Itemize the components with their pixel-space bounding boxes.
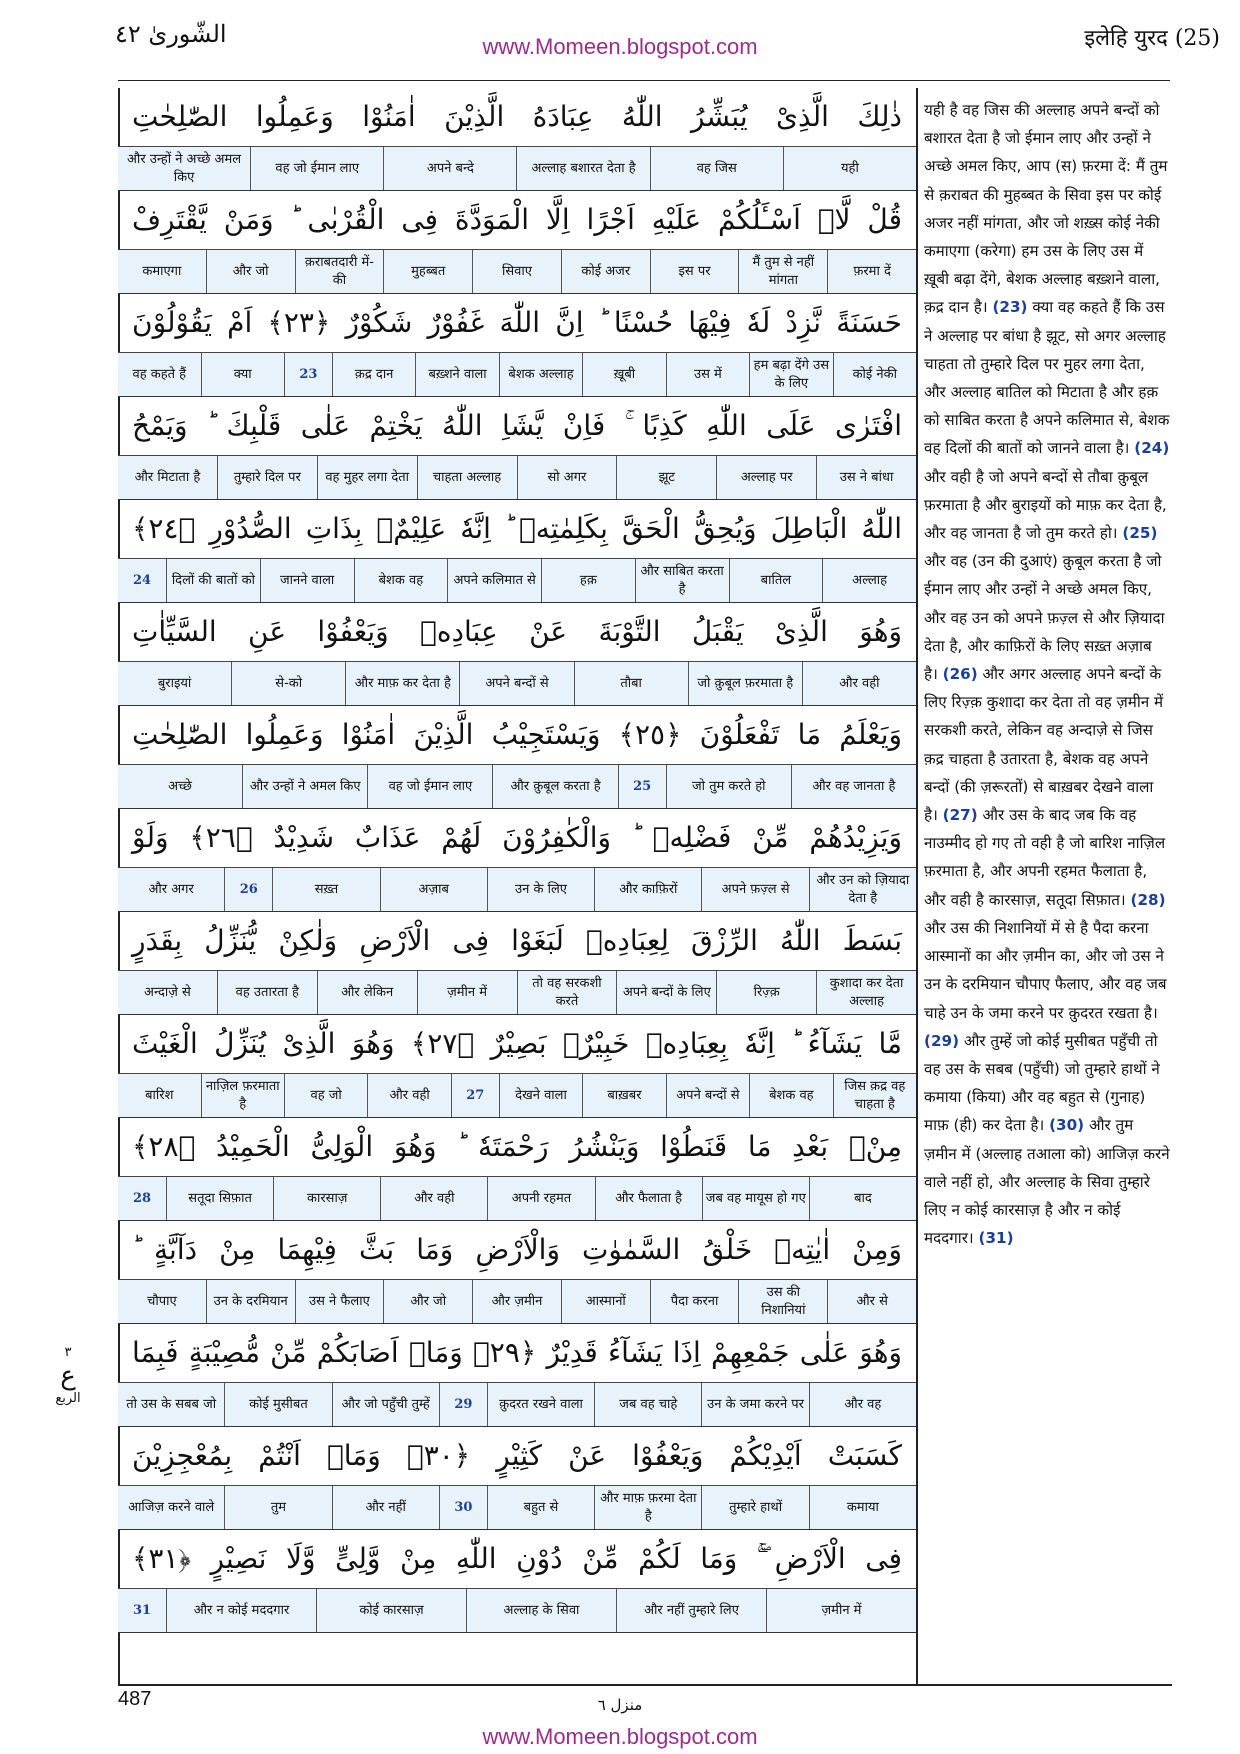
word-meaning-cell: उन के दरमियान	[206, 1280, 295, 1323]
word-meaning-cell: चौपाए	[147, 1293, 177, 1309]
word-meaning-cell: अपने कलिमात से	[447, 559, 541, 602]
word-meaning-cell: यही	[783, 147, 916, 190]
word-meaning-cell: दिलों की बातों को	[166, 559, 260, 602]
word-meaning-cell: तो वह सरकशी करते	[517, 971, 617, 1014]
word-translation-row	[118, 250, 916, 293]
verse-block	[118, 1221, 916, 1324]
word-meaning-cell: जो तुम करते हो	[666, 765, 791, 808]
word-meaning-cell: झूट	[616, 456, 716, 499]
word-meaning-cell: और काफ़िरों	[594, 868, 701, 911]
translation-text: और उस के बाद जब कि वह नाउम्मीद हो गए तो वही है जो बारिश नाज़िल फ़रमाता है, और अपनी रहमत फैलाता है, और वही है कारसाज़, सतूदा सिफ़ात।	[924, 806, 1166, 909]
word-meaning-cell: से-को	[231, 662, 345, 705]
word-meaning-cell: अपने बन्दों से	[666, 1074, 749, 1117]
part-header: इलेहि युरद (25)	[1084, 26, 1220, 51]
verse-number: (31)	[978, 1229, 1014, 1248]
verse-block	[118, 603, 916, 706]
word-translation-row	[118, 147, 916, 190]
word-translation-row	[118, 1589, 916, 1632]
word-meaning-cell: और माफ़ कर देता है	[345, 662, 459, 705]
word-meaning-cell: उन के लिए	[487, 868, 594, 911]
word-meaning-cell: कोई मुसीबत	[224, 1383, 331, 1426]
translation-text: और वही है जो अपने बन्दों से तौबा क़ुबूल फ़रमाता है और बुराइयों को माफ़ कर देता है, और वह जानता है जो तुम करते हो।	[924, 467, 1167, 543]
word-meaning-cell: कमाएगा	[142, 263, 182, 279]
word-meaning-cell: और वही	[367, 1074, 450, 1117]
translation-text: और उस की निशानियों में से है पैदा करना आस्मानों का और ज़मीन का, और जो उस ने उन के दरमियान चौपाए फैलाए, और वह जब चाहे उन के जमा करने पर क़ुदरत रखता है।	[924, 918, 1167, 1022]
translation-text: और अगर अल्लाह अपने बन्दों के लिए रिज़्क़ कुशादा कर देता तो वह ज़मीन में सरकशी करते, लेकिन वह अन्दाज़े से जिस क़द्र चाहता है उतारता है, बेशक वह अपने बन्दों (की ज़रूरतों) से बाख़बर देखने वाला है।	[924, 665, 1164, 825]
word-meaning-cell: वह जो ईमान लाए	[367, 765, 492, 808]
word-meaning-cell: क़राबतदारी में-की	[295, 250, 384, 293]
word-meaning-cell: और नहीं तुम्हारे लिए	[616, 1589, 766, 1632]
word-meaning-cell: और उन्हों ने अमल किए	[242, 765, 367, 808]
translation-text: और तुम्हें जो कोई मुसीबत पहुँची तो वह उस के सबब (पहुँची) जो तुम्हारे हाथों ने कमाया (किया) और वह बहुत से (गुनाह) माफ़ (ही) कर देता है।	[924, 1031, 1160, 1135]
word-meaning-cell: जब वह मायूस हो गए	[702, 1177, 809, 1220]
verse-block	[118, 88, 916, 191]
verse-number: (25)	[1122, 524, 1158, 543]
word-meaning-cell: नाज़िल फ़रमाता है	[201, 1074, 284, 1117]
verse-number-cell: 28	[132, 1190, 152, 1206]
arabic-line: فِى الْاَرْضِ ۖۚ وَمَا لَكُمْ مِّنْ دُوْنِ اللّٰهِ مِنْ وَّلِىٍّ وَّلَا نَصِيْرٍ ﴿٣١﴾	[118, 1530, 916, 1589]
translation-text: यही है वह जिस की अल्लाह अपने बन्दों को बशारत देता है जो ईमान लाए और उन्हों ने अच्छे अमल किए, आप (स) फ़रमा दें: मैं तुम से क़राबत की मुहब्बत के सिवा इस पर कोई अजर नहीं मांगता, और जो शख़्स कोई नेकी कमाएगा (करेगा) हम उस के लिए उस में ख़ूबी बढ़ा देंगे, बेशक अल्लाह बख़्शने वाला, क़द्र दान है।	[924, 101, 1168, 317]
word-meaning-cell: वह उतारता है	[217, 971, 317, 1014]
verse-number: (30)	[1049, 1116, 1085, 1135]
word-meaning-cell: पैदा करना	[650, 1280, 739, 1323]
word-meaning-cell: कारसाज़	[273, 1177, 380, 1220]
verse-block	[118, 1324, 916, 1427]
word-meaning-cell: चाहता अल्लाह	[417, 456, 517, 499]
word-meaning-cell: अच्छे	[168, 778, 192, 794]
verse-number: (28)	[1130, 890, 1166, 909]
word-meaning-cell: अपने बन्दे	[383, 147, 516, 190]
word-meaning-cell: अज़ाब	[380, 868, 487, 911]
arabic-line: كَسَبَتْ اَيْدِيْكُمْ وَيَعْفُوْا عَنْ كَثِيْرٍ ﴿٣٠﴾ وَمَاۤ اَنْتُمْ بِمُعْجِزِيْنَ	[118, 1427, 916, 1486]
word-meaning-cell: और न कोई मददगार	[166, 1589, 316, 1632]
word-meaning-cell: कोई नेकी	[833, 353, 916, 396]
word-meaning-cell: अपने बन्दों से	[459, 662, 573, 705]
word-meaning-cell: बेशक वह	[749, 1074, 832, 1117]
word-meaning-cell: बेशक वह	[354, 559, 448, 602]
word-meaning-cell: और मिटाता है	[134, 469, 201, 485]
word-meaning-cell: मुहब्बत	[383, 250, 472, 293]
word-meaning-cell: और अगर	[148, 881, 194, 897]
word-meaning-cell: अपने फ़ज़्ल से	[701, 868, 808, 911]
word-meaning-cell: वह जिस	[650, 147, 783, 190]
word-translation-row	[118, 1486, 916, 1529]
site-url-bottom[interactable]: www.Momeen.blogspot.com	[482, 1724, 758, 1749]
verse-number-cell: 23	[284, 353, 332, 396]
word-meaning-cell: तुम	[224, 1486, 331, 1529]
quran-text-column	[118, 88, 918, 1684]
word-meaning-cell: अल्लाह पर	[716, 456, 816, 499]
word-meaning-cell: उन के जमा करने पर	[701, 1383, 808, 1426]
verse-block	[118, 1118, 916, 1221]
manzil-label: منزل ٦	[597, 1696, 643, 1714]
arabic-line: بَسَطَ اللّٰهُ الرِّزْقَ لِعِبَادِهٖ لَبَغَوْا فِى الْاَرْضِ وَلٰكِنْ يُّنَزِّلُ بِقَدَرٍ	[118, 912, 916, 971]
site-url-top[interactable]: www.Momeen.blogspot.com	[482, 34, 758, 59]
word-meaning-cell: हम बढ़ा देंगे उस के लिए	[749, 353, 832, 396]
word-meaning-cell: और साबित करता है	[635, 559, 729, 602]
word-meaning-cell: देखने वाला	[499, 1074, 582, 1117]
word-meaning-cell: बाख़बर	[582, 1074, 665, 1117]
word-translation-row	[118, 456, 916, 499]
word-translation-row	[118, 1177, 916, 1220]
surah-header: الشّوریٰ ٤٢	[115, 20, 227, 48]
word-meaning-cell: अन्दाज़े से	[144, 984, 191, 1000]
word-meaning-cell: और जो पहुँची तुम्हें	[332, 1383, 439, 1426]
arabic-line: حَسَنَةً نَّزِدْ لَهٗ فِيْهَا حُسْنًا ؕ اِنَّ اللّٰهَ غَفُوْرٌ شَكُوْرٌ ﴿٢٣﴾ اَمْ يَقُوْلُوْنَ	[118, 294, 916, 353]
word-meaning-cell: अल्लाह	[822, 559, 916, 602]
verse-number-cell: 25	[618, 765, 666, 808]
word-meaning-cell: तो उस के सबब जो	[126, 1396, 217, 1412]
word-meaning-cell: और माफ़ फ़रमा देता है	[594, 1486, 701, 1529]
verse-block	[118, 191, 916, 294]
word-meaning-cell: कोई अजर	[561, 250, 650, 293]
word-meaning-cell: और जो	[206, 250, 295, 293]
word-meaning-cell: उस में	[666, 353, 749, 396]
word-translation-row	[118, 1074, 916, 1117]
word-meaning-cell: जब वह चाहे	[594, 1383, 701, 1426]
ruku-mark	[46, 1345, 90, 1407]
header-rule	[118, 80, 1170, 81]
word-meaning-cell: सिवाए	[472, 250, 561, 293]
verse-number-cell: 29	[439, 1383, 487, 1426]
arabic-line: افْتَرٰى عَلَى اللّٰهِ كَذِبًا ۚ فَاِنْ يَّشَاِ اللّٰهُ يَخْتِمْ عَلٰى قَلْبِكَ ؕ وَيَمْحُ	[118, 397, 916, 456]
word-meaning-cell: वह मुहर लगा देता	[317, 456, 417, 499]
word-meaning-cell: और से	[827, 1280, 916, 1323]
word-translation-row	[118, 353, 916, 396]
word-meaning-cell: बहुत से	[487, 1486, 594, 1529]
translation-column	[924, 96, 1170, 1252]
word-meaning-cell: वह कहते हैं	[132, 366, 187, 382]
word-translation-row	[118, 662, 916, 705]
word-meaning-cell: वह जो	[284, 1074, 367, 1117]
word-meaning-cell: मैं तुम से नहीं मांगता	[738, 250, 827, 293]
word-meaning-cell: बारिश	[145, 1087, 174, 1103]
word-meaning-cell: और वही	[802, 662, 916, 705]
arabic-line: ذٰلِكَ الَّذِىْ يُبَشِّرُ اللّٰهُ عِبَادَهُ الَّذِيْنَ اٰمَنُوْا وَعَمِلُوا الصّٰلِحٰتِ	[118, 88, 916, 147]
word-meaning-cell: इस पर	[650, 250, 739, 293]
verse-number-cell: 27	[451, 1074, 499, 1117]
arabic-line: وَيَعْلَمُ مَا تَفْعَلُوْنَ ﴿٢٥﴾ وَيَسْتَجِيْبُ الَّذِيْنَ اٰمَنُوْا وَعَمِلُوا الصّٰلِحٰتِ	[118, 706, 916, 765]
word-meaning-cell: ज़मीन में	[417, 971, 517, 1014]
verse-number: (26)	[942, 665, 978, 684]
verse-block	[118, 500, 916, 603]
arabic-line: وَهُوَ عَلٰى جَمْعِهِمْ اِذَا يَشَآءُ قَدِيْرٌ ﴿٢٩﴾ وَمَاۤ اَصَابَكُمْ مِّنْ مُّصِيْبَةٍ فَبِمَا	[118, 1324, 916, 1383]
word-meaning-cell: तुम्हारे हाथों	[701, 1486, 808, 1529]
verse-number: (23)	[992, 298, 1028, 317]
translation-text: और वह (उन की दुआएं) क़ुबूल करता है जो ईमान लाए और उन्हों ने अच्छे अमल किए, और वह उन को अपने फ़ज़्ल से और ज़ियादा देता है, और काफ़िरों के लिए सख़्त अज़ाब है।	[924, 552, 1165, 684]
verse-number: (29)	[924, 1031, 960, 1050]
arabic-line: اللّٰهُ الْبَاطِلَ وَيُحِقُّ الْحَقَّ بِكَلِمٰتِهٖ ؕ اِنَّهٗ عَلِيْمٌۢ بِذَاتِ الصُّدُوْرِ ﴿٢٤﴾	[118, 500, 916, 559]
translation-text: क्या वह कहते हैं कि उस ने अल्लाह पर बांधा है झूट, सो अगर अल्लाह चाहता तो तुम्हारे दिल पर मुहर लगा देता, और अल्लाह बातिल को मिटाता है और हक़ को साबित करता है अपने कलिमात से, बेशक वह दिलों की बातों को जानने वाला है।	[924, 298, 1170, 458]
word-meaning-cell: आजिज़ करने वाले	[128, 1499, 215, 1515]
word-meaning-cell: अल्लाह बशारत देता है	[516, 147, 649, 190]
verse-number: (27)	[942, 806, 978, 825]
word-meaning-cell: वह जो ईमान लाए	[250, 147, 383, 190]
verse-block	[118, 397, 916, 500]
word-meaning-cell: और उन को ज़ियादा देता है	[809, 868, 916, 911]
verse-block	[118, 706, 916, 809]
verse-number-cell: 30	[439, 1486, 487, 1529]
word-meaning-cell: तौबा	[574, 662, 688, 705]
word-meaning-cell: रिज़्क़	[716, 971, 816, 1014]
word-meaning-cell: क़द्र दान	[332, 353, 415, 396]
word-meaning-cell: तुम्हारे दिल पर	[217, 456, 317, 499]
verse-block	[118, 1427, 916, 1530]
arabic-line: وَيَزِيْدُهُمْ مِّنْ فَضْلِهٖ ؕ وَالْكٰفِرُوْنَ لَهُمْ عَذَابٌ شَدِيْدٌ ﴿٢٦﴾ وَلَوْ	[118, 809, 916, 868]
word-meaning-cell: क्या	[201, 353, 284, 396]
arabic-line: وَهُوَ الَّذِىْ يَقْبَلُ التَّوْبَةَ عَنْ عِبَادِهٖ وَيَعْفُوْا عَنِ السَّيِّاٰتِ	[118, 603, 916, 662]
word-meaning-cell: आस्मानों	[561, 1280, 650, 1323]
word-meaning-cell: हक़	[541, 559, 635, 602]
word-translation-row	[118, 559, 916, 602]
verse-block	[118, 809, 916, 912]
word-meaning-cell: सख़्त	[272, 868, 379, 911]
word-meaning-cell: अपने बन्दों के लिए	[616, 971, 716, 1014]
word-meaning-cell: क़ुदरत रखने वाला	[487, 1383, 594, 1426]
word-meaning-cell: सो अगर	[517, 456, 617, 499]
word-meaning-cell: कोई कारसाज़	[316, 1589, 466, 1632]
word-meaning-cell: जानने वाला	[260, 559, 354, 602]
arabic-line: وَمِنْ اٰيٰتِهٖ خَلْقُ السَّمٰوٰتِ وَالْاَرْضِ وَمَا بَثَّ فِيْهِمَا مِنْ دَآبَّةٍ ؕ	[118, 1221, 916, 1280]
arabic-line: مَّا يَشَآءُ ؕ اِنَّهٗ بِعِبَادِهٖ خَبِيْرٌۢ بَصِيْرٌ ﴿٢٧﴾ وَهُوَ الَّذِىْ يُنَزِّلُ الْغَيْثَ	[118, 1015, 916, 1074]
verse-block	[118, 1530, 916, 1633]
verse-number: (24)	[1134, 439, 1170, 458]
word-meaning-cell: और लेकिन	[317, 971, 417, 1014]
word-meaning-cell: जिस क़द्र वह चाहता है	[833, 1074, 916, 1117]
word-translation-row	[118, 1383, 916, 1426]
translation-text: और तुम ज़मीन में (अल्लाह तआला को) आजिज़ करने वाले नहीं हो, और अल्लाह के सिवा तुम्हारे लिए न कोई कारसाज़ है और न कोई मददगार।	[924, 1116, 1170, 1248]
word-meaning-cell: कमाया	[809, 1486, 916, 1529]
word-meaning-cell: और उन्हों ने अच्छे अमल किए	[127, 151, 242, 185]
word-meaning-cell: जो क़ुबूल फ़रमाता है	[688, 662, 802, 705]
ruku-count: ٣	[64, 1345, 72, 1360]
word-meaning-cell: फ़रमा दें	[827, 250, 916, 293]
word-meaning-cell: और जो	[383, 1280, 472, 1323]
word-meaning-cell: सतूदा सिफ़ात	[166, 1177, 273, 1220]
verse-block	[118, 294, 916, 397]
word-meaning-cell: ख़ूबी	[582, 353, 665, 396]
word-meaning-cell: बुराइयां	[157, 675, 192, 691]
verse-number-cell: 24	[132, 572, 152, 588]
verse-number-cell: 31	[132, 1602, 152, 1618]
page-number: 487	[118, 1688, 152, 1710]
word-meaning-cell: अपनी रहमत	[487, 1177, 594, 1220]
word-meaning-cell: और क़ुबूल करता है	[492, 765, 617, 808]
word-meaning-cell: और ज़मीन	[472, 1280, 561, 1323]
word-meaning-cell: ज़मीन में	[766, 1589, 916, 1632]
ruku-label: الربع	[55, 1391, 81, 1406]
word-meaning-cell: बाद	[809, 1177, 916, 1220]
word-meaning-cell: उस ने बांधा	[816, 456, 916, 499]
word-translation-row	[118, 971, 916, 1014]
word-meaning-cell: और फैलाता है	[595, 1177, 702, 1220]
arabic-line: قُلْ لَّاۤ اَسْـَٔلُكُمْ عَلَيْهِ اَجْرًا اِلَّا الْمَوَدَّةَ فِى الْقُرْبٰى ؕ وَمَنْ يَّقْتَرِفْ	[118, 191, 916, 250]
word-translation-row	[118, 765, 916, 808]
ruku-sign: ع	[60, 1361, 76, 1391]
word-meaning-cell: बातिल	[729, 559, 823, 602]
word-meaning-cell: और नहीं	[332, 1486, 439, 1529]
arabic-line: مِنْۢ بَعْدِ مَا قَنَطُوْا وَيَنْشُرُ رَحْمَتَهٗ ؕ وَهُوَ الْوَلِىُّ الْحَمِيْدُ ﴿٢٨﴾	[118, 1118, 916, 1177]
word-meaning-cell: उस ने फैलाए	[295, 1280, 384, 1323]
verse-block	[118, 912, 916, 1015]
verse-number-cell: 26	[224, 868, 272, 911]
word-translation-row	[118, 1280, 916, 1323]
word-meaning-cell: और वह	[809, 1383, 916, 1426]
word-translation-row	[118, 868, 916, 911]
word-meaning-cell: उस की निशानियां	[738, 1280, 827, 1323]
word-meaning-cell: अल्लाह के सिवा	[466, 1589, 616, 1632]
verse-block	[118, 1015, 916, 1118]
word-meaning-cell: कुशादा कर देता अल्लाह	[816, 971, 916, 1014]
word-meaning-cell: और वही	[380, 1177, 487, 1220]
word-meaning-cell: बख़्शने वाला	[415, 353, 498, 396]
word-meaning-cell: बेशक अल्लाह	[499, 353, 582, 396]
word-meaning-cell: और वह जानता है	[791, 765, 916, 808]
